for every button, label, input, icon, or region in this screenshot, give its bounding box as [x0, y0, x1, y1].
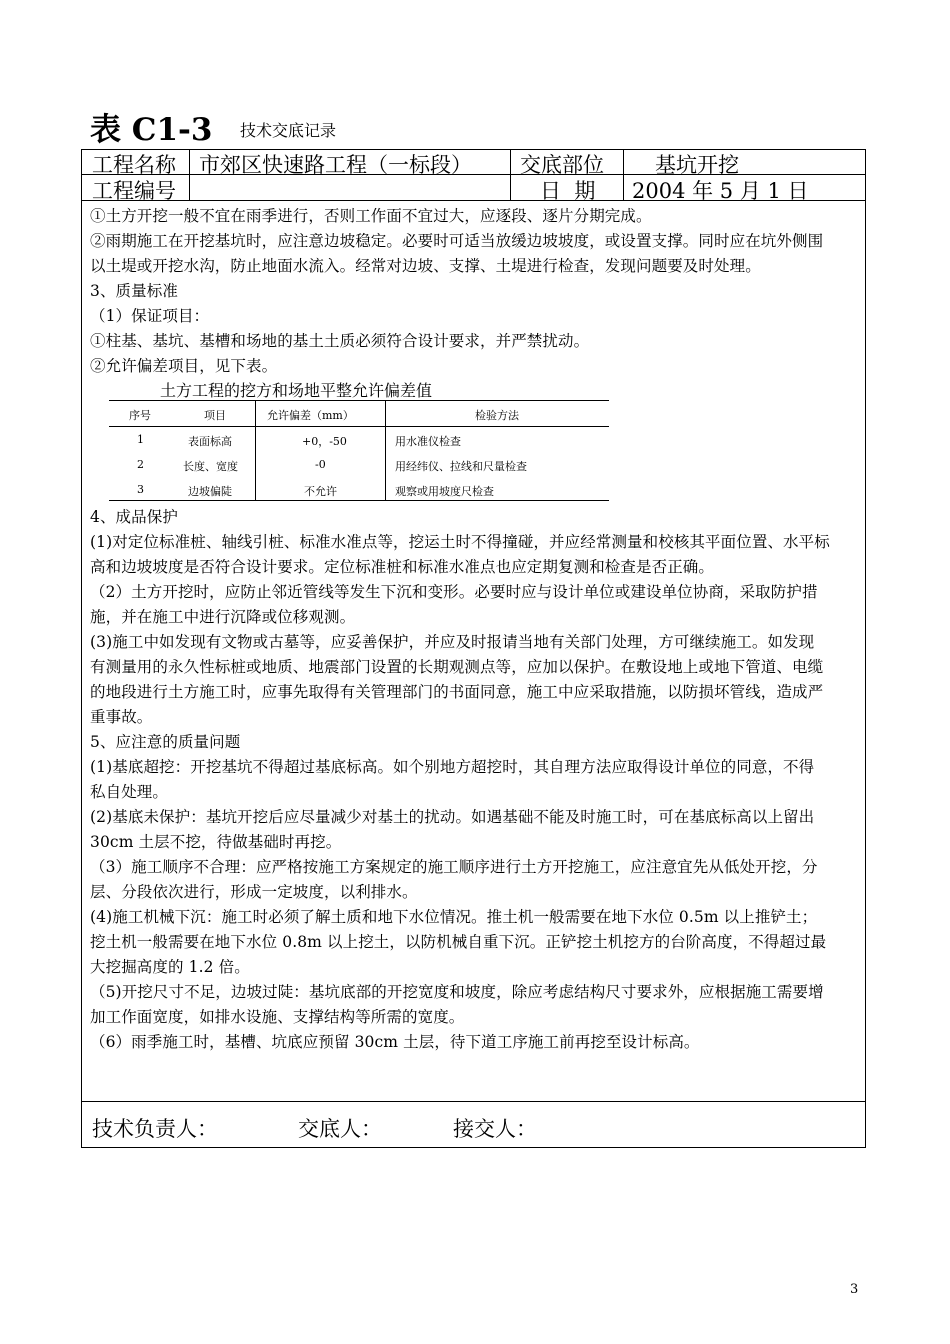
- handover-by-label: 交底人：: [298, 1117, 382, 1141]
- tt-cell: 边坡偏陡: [188, 485, 232, 498]
- body-line: (1)基底超挖：开挖基坑不得超过基底标高。如个别地方超挖时，其自理方法应取得设计单位的同意，不得: [90, 758, 815, 776]
- body-line: (2)基底未保护：基坑开挖后应尽量减少对基土的扰动。如遇基础不能及时施工时，可在基底标高以上留出: [90, 808, 815, 826]
- col-divider: [623, 149, 624, 200]
- tt-cell: 观察或用坡度尺检查: [395, 485, 494, 498]
- tolerance-table-caption: 土方工程的挖方和场地平整允许偏差值: [160, 381, 433, 400]
- footer-divider: [81, 1101, 866, 1102]
- body-line: 大挖掘高度的 1.2 倍。: [90, 958, 250, 976]
- date-value: 2004 年 5 月 1 日: [632, 179, 809, 203]
- tt-col-divider: [255, 400, 256, 500]
- tech-lead-label: 技术负责人：: [92, 1117, 218, 1141]
- body-line: ②允许偏差项目，见下表。: [90, 357, 278, 375]
- tt-cell: 3: [137, 483, 144, 496]
- body-line: （6）雨季施工时，基槽、坑底应预留 30cm 土层，待下道工序施工前再挖至设计标高。: [90, 1033, 700, 1051]
- tt-cell: 2: [137, 458, 144, 471]
- body-line: 高和边坡坡度是否符合设计要求。定位标准桩和标准水准点也应定期复测和检查是否正确。: [90, 558, 715, 576]
- body-line: （3）施工顺序不合理：应严格按施工方案规定的施工顺序进行土方开挖施工，应注意宜先从低处开挖，分: [90, 858, 818, 876]
- form-code: 表 C1-3: [90, 112, 213, 148]
- project-name-label: 工程名称: [92, 153, 176, 177]
- tt-bottom-rule: [109, 500, 609, 501]
- date-label: 日 期: [540, 179, 596, 203]
- body-line: （2）土方开挖时，应防止邻近管线等发生下沉和变形。必要时应与设计单位或建设单位协商，采取防护措: [90, 583, 818, 601]
- body-line: 3、质量标准: [90, 282, 178, 300]
- col-divider: [510, 149, 511, 200]
- handover-part-label: 交底部位: [520, 153, 604, 177]
- tt-cell: 用水准仪检查: [395, 435, 461, 448]
- body-line: 层、分段依次进行，形成一定坡度，以利排水。: [90, 883, 418, 901]
- body-line: (4)施工机械下沉：施工时必须了解土质和地下水位情况。推土机一般需要在地下水位 0.5m 以上推铲土；: [90, 908, 818, 926]
- tt-header-rule: [109, 426, 609, 427]
- tt-cell: 用经纬仪、拉线和尺量检查: [395, 460, 527, 473]
- tt-header-tolerance: 允许偏差（mm）: [267, 409, 354, 422]
- tt-header-method: 检验方法: [475, 409, 519, 422]
- col-divider: [189, 149, 190, 200]
- body-line: （1）保证项目：: [90, 307, 210, 325]
- body-line: 挖土机一般需要在地下水位 0.8m 以上挖土，以防机械自重下沉。正铲挖土机挖方的台阶高度，不得超过最: [90, 933, 827, 951]
- tt-header-no: 序号: [129, 409, 151, 422]
- tt-cell: +0，-50: [302, 435, 347, 448]
- tt-cell: 不允许: [304, 485, 337, 498]
- body-line: 4、成品保护: [90, 508, 178, 526]
- tolerance-table: [109, 400, 609, 501]
- body-line: (1)对定位标准桩、轴线引桩、标准水准点等，挖运土时不得撞碰，并应经常测量和校核其平面位置、水平标: [90, 533, 830, 551]
- body-line: 加工作面宽度，如排水设施、支撑结构等所需的宽度。: [90, 1008, 465, 1026]
- body-line: （5)开挖尺寸不足，边坡过陡：基坑底部的开挖宽度和坡度，除应考虑结构尺寸要求外，应根据施工需要增: [90, 983, 824, 1001]
- body-line: ①土方开挖一般不宜在雨季进行，否则工作面不宜过大，应逐段、逐片分期完成。: [90, 207, 652, 225]
- form-title: 技术交底记录: [240, 121, 337, 140]
- body-line: (3)施工中如发现有文物或古墓等，应妥善保护，并应及时报请当地有关部门处理，方可继续施工。如发现: [90, 633, 815, 651]
- handover-part-value: 基坑开挖: [655, 153, 739, 177]
- body-line: 5、应注意的质量问题: [90, 733, 241, 751]
- receiver-label: 接交人：: [453, 1117, 537, 1141]
- body-line: 有测量用的永久性标桩或地质、地震部门设置的长期观测点等，应加以保护。在敷设地上或地下管道、电缆: [90, 658, 824, 676]
- tt-cell: 1: [137, 433, 144, 446]
- tt-cell: 长度、宽度: [183, 460, 238, 473]
- body-line: ②雨期施工在开挖基坑时，应注意边坡稳定。必要时可适当放缓边坡坡度，或设置支撑。同时应在坑外侧围: [90, 232, 824, 250]
- body-line: 重事故。: [90, 708, 153, 726]
- tt-cell: 表面标高: [188, 435, 232, 448]
- tt-col-divider: [385, 400, 386, 500]
- tt-cell: -0: [315, 458, 326, 471]
- project-name-value: 市郊区快速路工程（一标段）: [199, 153, 472, 177]
- tt-top-rule: [109, 400, 609, 401]
- body-line: 以土堤或开挖水沟，防止地面水流入。经常对边坡、支撑、土堤进行检查，发现问题要及时处理。: [90, 257, 761, 275]
- body-line: 私自处理。: [90, 783, 169, 801]
- project-no-label: 工程编号: [92, 179, 176, 203]
- tt-header-item: 项目: [204, 409, 226, 422]
- body-line: 30cm 土层不挖，待做基础时再挖。: [90, 833, 342, 851]
- page-number: 3: [850, 1282, 859, 1297]
- body-line: 的地段进行土方施工时，应事先取得有关管理部门的书面同意，施工中应采取措施，以防损坏管线，造成严: [90, 683, 824, 701]
- body-line: 施，并在施工中进行沉降或位移观测。: [90, 608, 356, 626]
- body-line: ①柱基、基坑、基槽和场地的基土土质必须符合设计要求，并严禁扰动。: [90, 332, 590, 350]
